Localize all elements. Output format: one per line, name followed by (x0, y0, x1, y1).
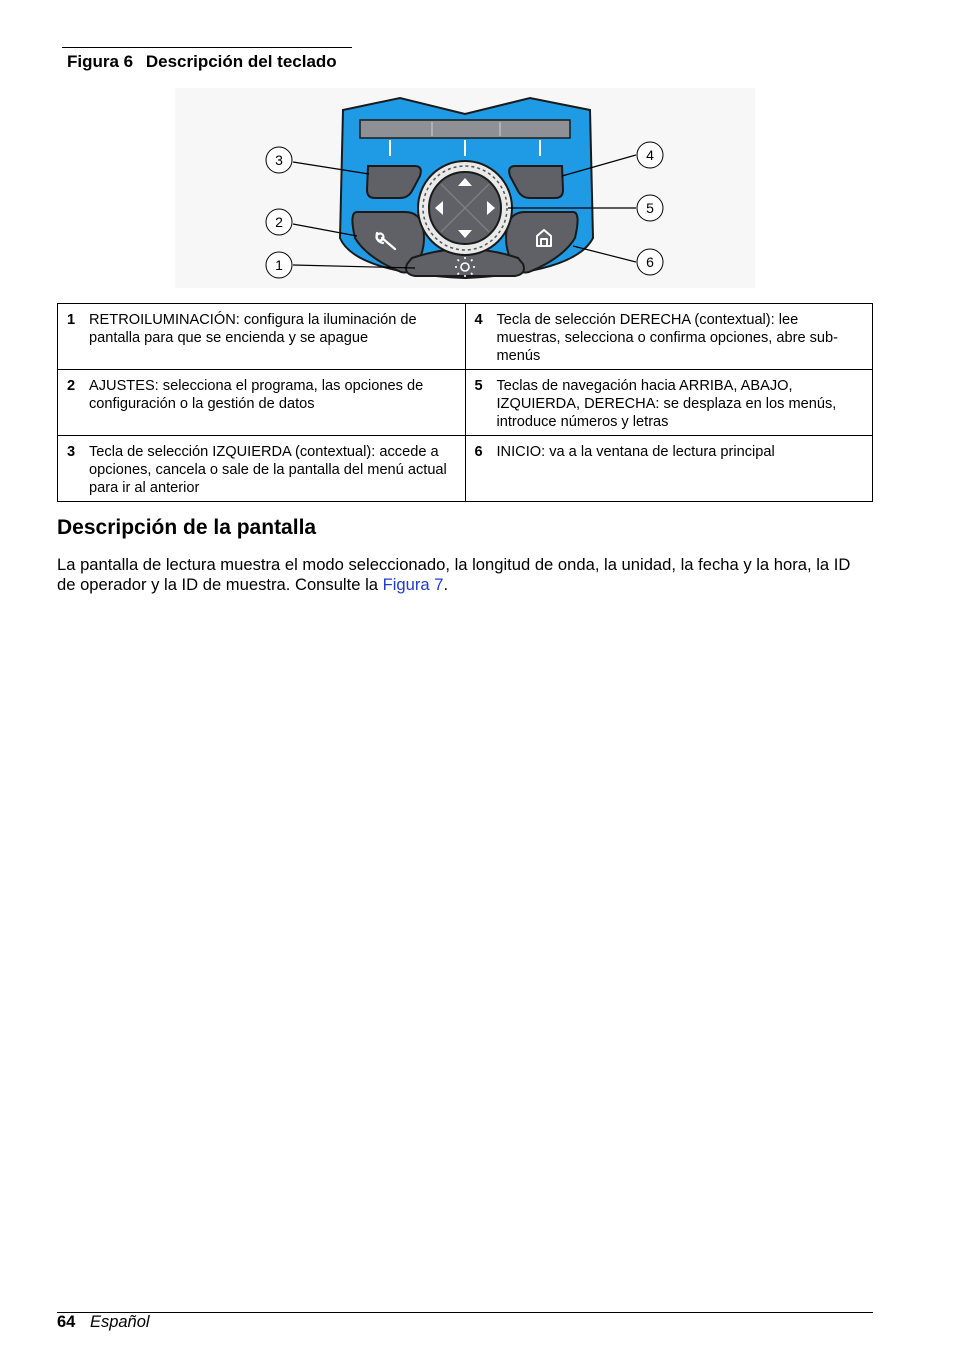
legend-text: Teclas de navegación hacia ARRIBA, ABAJO, IZQUIERDA, DERECHA: se desplaza en los menús, introduce números y letras (496, 378, 837, 430)
legend-cell (58, 304, 466, 370)
keypad-illustration (175, 88, 755, 288)
figure-title: Descripción del teclado (145, 52, 337, 71)
page-number: 64 (57, 1313, 76, 1331)
legend-text: INICIO: va a la ventana de lectura principal (496, 444, 775, 460)
callout-6-label: 6 (646, 254, 654, 270)
display-strip (360, 120, 570, 138)
table-row (58, 370, 873, 436)
legend-cell (465, 304, 873, 370)
legend-text: AJUSTES: selecciona el programa, las opciones de configuración o la gestión de datos (89, 378, 424, 412)
legend-number: 6 (474, 444, 483, 460)
callout-1-label: 1 (275, 257, 283, 273)
callout-3-label: 3 (275, 152, 283, 168)
callout-5-label: 5 (646, 200, 654, 216)
figure-caption (67, 52, 337, 72)
key-legend-table (57, 303, 873, 502)
page-footer (57, 1313, 150, 1332)
legend-text: Tecla de selección IZQUIERDA (contextual): accede a opciones, cancela o sale de la pantalla del menú actual para ir al anterior (89, 444, 447, 496)
legend-number: 2 (67, 378, 76, 394)
legend-cell (58, 436, 466, 502)
figure-caption-rule (62, 47, 352, 48)
body-text-end: . (443, 575, 449, 594)
legend-number: 4 (474, 312, 483, 328)
figure-number: Figura 6 (67, 52, 134, 71)
callout-4-label: 4 (646, 147, 654, 163)
footer-language: Español (89, 1313, 150, 1331)
legend-number: 5 (474, 378, 483, 394)
legend-number: 3 (67, 444, 76, 460)
section-body (57, 555, 857, 595)
callout-2-label: 2 (275, 214, 283, 230)
body-text: La pantalla de lectura muestra el modo seleccionado, la longitud de onda, la unidad, la fecha y la hora, la ID de operador y la ID de muestra. Consulte la (57, 555, 851, 594)
figure-7-link[interactable]: Figura 7 (382, 575, 444, 594)
legend-text: RETROILUMINACIÓN: configura la iluminación de pantalla para que se encienda y se apague (89, 312, 417, 346)
legend-cell (58, 370, 466, 436)
table-row (58, 436, 873, 502)
legend-text: Tecla de selección DERECHA (contextual): lee muestras, selecciona o confirma opciones, abre sub-menús (496, 312, 838, 364)
legend-cell (465, 436, 873, 502)
legend-cell (465, 370, 873, 436)
section-title: Descripción de la pantalla (57, 516, 317, 539)
table-row (58, 304, 873, 370)
footer-rule (57, 1312, 873, 1313)
legend-number: 1 (67, 312, 76, 328)
